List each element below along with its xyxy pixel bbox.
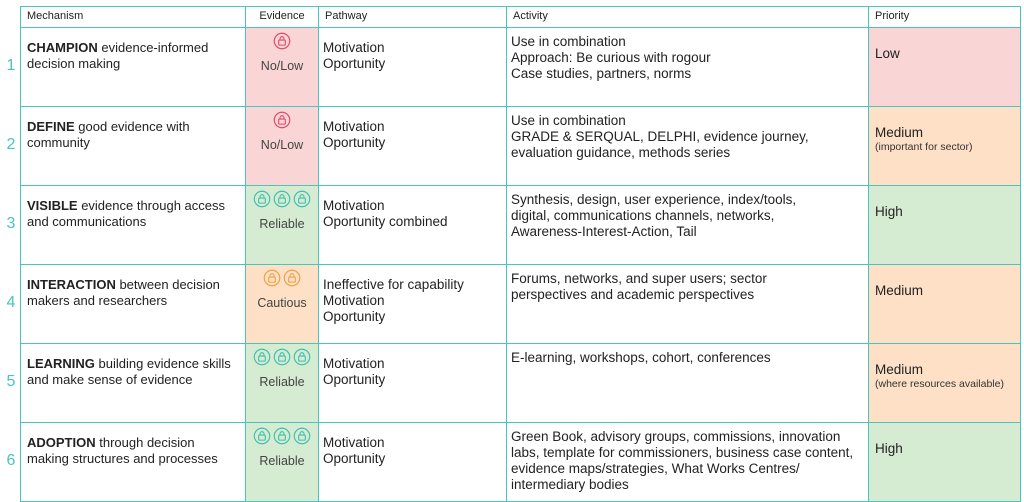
row-number: 6 — [6, 451, 16, 469]
priority-level: High — [875, 204, 903, 219]
pathway-line: Oportunity — [323, 56, 386, 71]
activity-line: perspectives and academic perspectives — [511, 287, 755, 302]
evidence-cell — [246, 265, 319, 344]
priority-level: Medium — [875, 362, 924, 377]
priority-cell — [869, 107, 1021, 186]
evidence-rating: Reliable — [259, 217, 305, 231]
priority-cell — [869, 423, 1021, 502]
activity-line: Forums, networks, and super users; sector — [511, 271, 767, 286]
priority-level: Medium — [875, 125, 924, 140]
row-number: 1 — [6, 56, 16, 74]
mechanism-keyword: DEFINE — [27, 119, 75, 134]
activity-line: Synthesis, design, user experience, index/tools, — [511, 192, 797, 207]
evidence-rating: Reliable — [259, 375, 305, 389]
pathway-cell — [319, 344, 507, 423]
mechanism-description: between decision makers and researchers — [27, 277, 220, 308]
header-evidence: Evidence — [246, 7, 319, 28]
mechanism-description: building evidence skills and make sense of evidence — [27, 356, 231, 387]
mechanism-cell — [21, 344, 246, 423]
table-row — [21, 423, 1021, 502]
mechanism-keyword: CHAMPION — [27, 40, 98, 55]
lock-icon — [273, 32, 291, 50]
activity-line: labs, template for commissioners, business case content, — [511, 445, 854, 460]
priority-cell — [869, 344, 1021, 423]
table-row — [21, 344, 1021, 423]
header-priority: Priority — [869, 7, 1021, 28]
lock-icon — [253, 190, 271, 208]
evidence-icons — [253, 427, 311, 445]
activity-line: Approach: Be curious with rogour — [511, 50, 711, 65]
lock-icon — [293, 348, 311, 366]
activity-cell — [507, 344, 869, 423]
priority-cell — [869, 28, 1021, 107]
pathway-cell — [319, 186, 507, 265]
table-row — [21, 265, 1021, 344]
lock-icon — [273, 348, 291, 366]
activity-cell — [507, 28, 869, 107]
activity-cell — [507, 265, 869, 344]
mechanism-description: through decision making structures and processes — [27, 435, 218, 466]
table-row — [21, 28, 1021, 107]
table-row — [21, 107, 1021, 186]
mechanism-cell — [21, 186, 246, 265]
table-header-row — [21, 7, 1021, 28]
mechanism-cell — [21, 423, 246, 502]
evidence-rating: No/Low — [260, 59, 304, 73]
evidence-rating: Reliable — [259, 454, 305, 468]
evidence-icons — [263, 269, 301, 287]
activity-cell — [507, 423, 869, 502]
evidence-rating: No/Low — [260, 138, 304, 152]
activity-line: Case studies, partners, norms — [511, 66, 692, 81]
lock-icon — [273, 190, 291, 208]
pathway-cell — [319, 423, 507, 502]
activity-cell — [507, 107, 869, 186]
pathway-line: Oportunity — [323, 372, 386, 387]
pathway-line: Oportunity combined — [323, 214, 448, 229]
pathway-line: Ineffective for capability — [323, 277, 464, 292]
pathway-line: Motivation — [323, 293, 385, 308]
priority-level: Medium — [875, 283, 924, 298]
priority-cell — [869, 186, 1021, 265]
activity-line: E-learning, workshops, cohort, conferences — [511, 350, 771, 365]
activity-line: digital, communications channels, networks, — [511, 208, 775, 223]
activity-line: intermediary bodies — [511, 477, 629, 492]
priority-note: (important for sector) — [875, 141, 973, 153]
lock-icon — [263, 269, 281, 287]
pathway-line: Oportunity — [323, 451, 386, 466]
activity-line: Use in combination — [511, 34, 626, 49]
lock-icon — [253, 427, 271, 445]
lock-icon — [273, 427, 291, 445]
activity-line: evidence maps/strategies, What Works Centres/ — [511, 461, 800, 476]
pathway-cell — [319, 28, 507, 107]
header-activity: Activity — [507, 7, 869, 28]
evidence-icons — [253, 190, 311, 208]
activity-line: evaluation guidance, methods series — [511, 145, 731, 160]
lock-icon — [293, 190, 311, 208]
pathway-cell — [319, 107, 507, 186]
evidence-icons — [273, 32, 291, 50]
mechanism-keyword: ADOPTION — [27, 435, 96, 450]
pathway-line: Motivation — [323, 198, 385, 213]
priority-level: Low — [875, 46, 900, 61]
lock-icon — [253, 348, 271, 366]
lock-icon — [273, 111, 291, 129]
activity-line: Awareness-Interest-Action, Tail — [511, 224, 697, 239]
activity-cell — [507, 186, 869, 265]
evidence-cell — [246, 28, 319, 107]
pathway-line: Oportunity — [323, 135, 386, 150]
header-mechanism: Mechanism — [21, 7, 246, 28]
mechanism-cell — [21, 107, 246, 186]
lock-icon — [293, 427, 311, 445]
activity-line: GRADE & SERQUAL, DELPHI, evidence journey, — [511, 129, 809, 144]
evidence-icons — [253, 348, 311, 366]
pathway-line: Motivation — [323, 435, 385, 450]
header-pathway: Pathway — [319, 7, 507, 28]
evidence-icons — [273, 111, 291, 129]
mechanism-keyword: LEARNING — [27, 356, 95, 371]
pathway-line: Motivation — [323, 356, 385, 371]
lock-icon — [283, 269, 301, 287]
mechanism-keyword: INTERACTION — [27, 277, 116, 292]
evidence-rating: Cautious — [257, 296, 307, 310]
mechanism-description: good evidence with community — [27, 119, 190, 150]
evidence-cell — [246, 186, 319, 265]
mechanism-cell — [21, 265, 246, 344]
row-number: 3 — [6, 214, 16, 232]
row-number: 2 — [6, 135, 16, 153]
mechanism-description: evidence-informed decision making — [27, 40, 209, 71]
table-row — [21, 186, 1021, 265]
row-number: 5 — [6, 372, 16, 390]
mechanism-cell — [21, 28, 246, 107]
mechanism-keyword: VISIBLE — [27, 198, 78, 213]
row-number: 4 — [6, 293, 16, 311]
priority-cell — [869, 265, 1021, 344]
evidence-cell — [246, 423, 319, 502]
activity-line: Green Book, advisory groups, commissions, innovation — [511, 429, 841, 444]
evidence-cell — [246, 344, 319, 423]
pathway-cell — [319, 265, 507, 344]
pathway-line: Motivation — [323, 40, 385, 55]
priority-level: High — [875, 441, 903, 456]
priority-note: (where resources available) — [875, 378, 1004, 390]
activity-line: Use in combination — [511, 113, 626, 128]
mechanism-description: evidence through access and communications — [27, 198, 226, 229]
mechanisms-table — [20, 6, 1021, 502]
pathway-line: Oportunity — [323, 309, 386, 324]
pathway-line: Motivation — [323, 119, 385, 134]
evidence-cell — [246, 107, 319, 186]
